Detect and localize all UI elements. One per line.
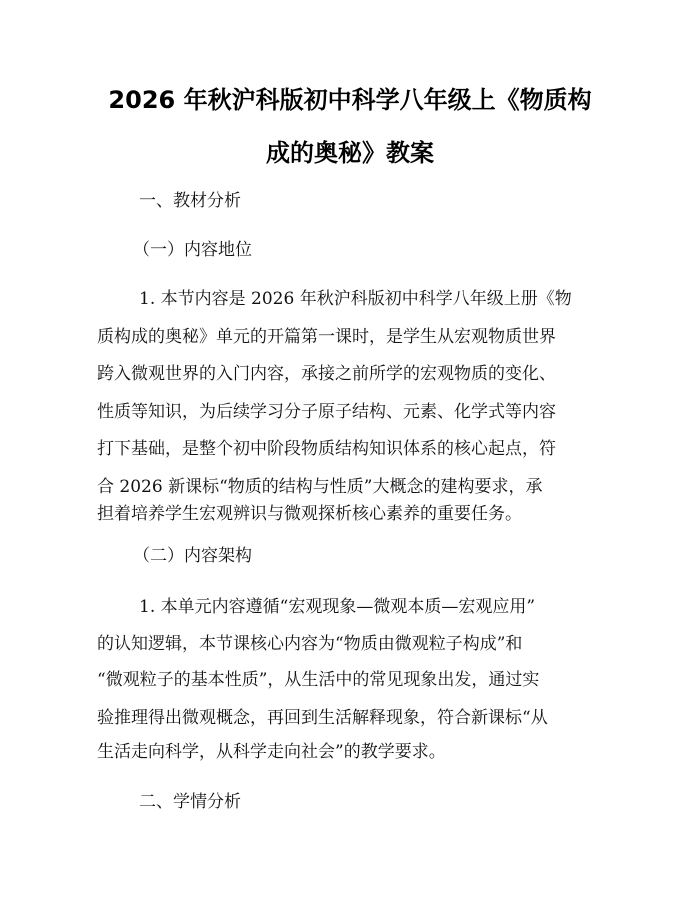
paragraph-2-line-5: 生活走向科学，从科学走向社会”的教学要求。 <box>97 742 446 762</box>
section-heading-teaching-material-analysis: 一、教材分析 <box>139 191 241 211</box>
paragraph-2-line-4: 验推理得出微观概念，再回到生活解释现象，符合新课标“从 <box>97 708 548 728</box>
paragraph-1-line-2: 质构成的奥秘》单元的开篇第一课时，是学生从宏观物质世界 <box>97 327 556 347</box>
document-title-line-2: 成的奥秘》教案 <box>266 139 434 167</box>
paragraph-1-line-3: 跨入微观世界的入门内容，承接之前所学的宏观物质的变化、 <box>97 364 556 384</box>
section-heading-student-analysis: 二、学情分析 <box>139 792 241 812</box>
paragraph-2-line-3: “微观粒子的基本性质”，从生活中的常见现象出发，通过实 <box>97 670 540 690</box>
paragraph-1-line-5: 打下基础，是整个初中阶段物质结构知识体系的核心起点，符 <box>97 439 556 459</box>
subsection-heading-content-structure: （二）内容架构 <box>133 546 252 566</box>
paragraph-2-line-1: 1. 本单元内容遵循“宏观现象—微观本质—宏观应用” <box>139 597 536 617</box>
subsection-heading-content-position: （一）内容地位 <box>133 240 252 260</box>
paragraph-2-line-2: 的认知逻辑，本节课核心内容为“物质由微观粒子构成”和 <box>97 634 523 654</box>
paragraph-1-line-7: 担着培养学生宏观辨识与微观探析核心素养的重要任务。 <box>97 504 522 524</box>
document-title-line-1: 2026 年秋沪科版初中科学八年级上《物质构 <box>108 86 592 114</box>
paragraph-1-line-6: 合 2026 新课标“物质的结构与性质”大概念的建构要求，承 <box>97 477 543 497</box>
paragraph-1-line-1: 1. 本节内容是 2026 年秋沪科版初中科学八年级上册《物 <box>139 289 572 309</box>
paragraph-1-line-4: 性质等知识，为后续学习分子原子结构、元素、化学式等内容 <box>97 402 556 422</box>
